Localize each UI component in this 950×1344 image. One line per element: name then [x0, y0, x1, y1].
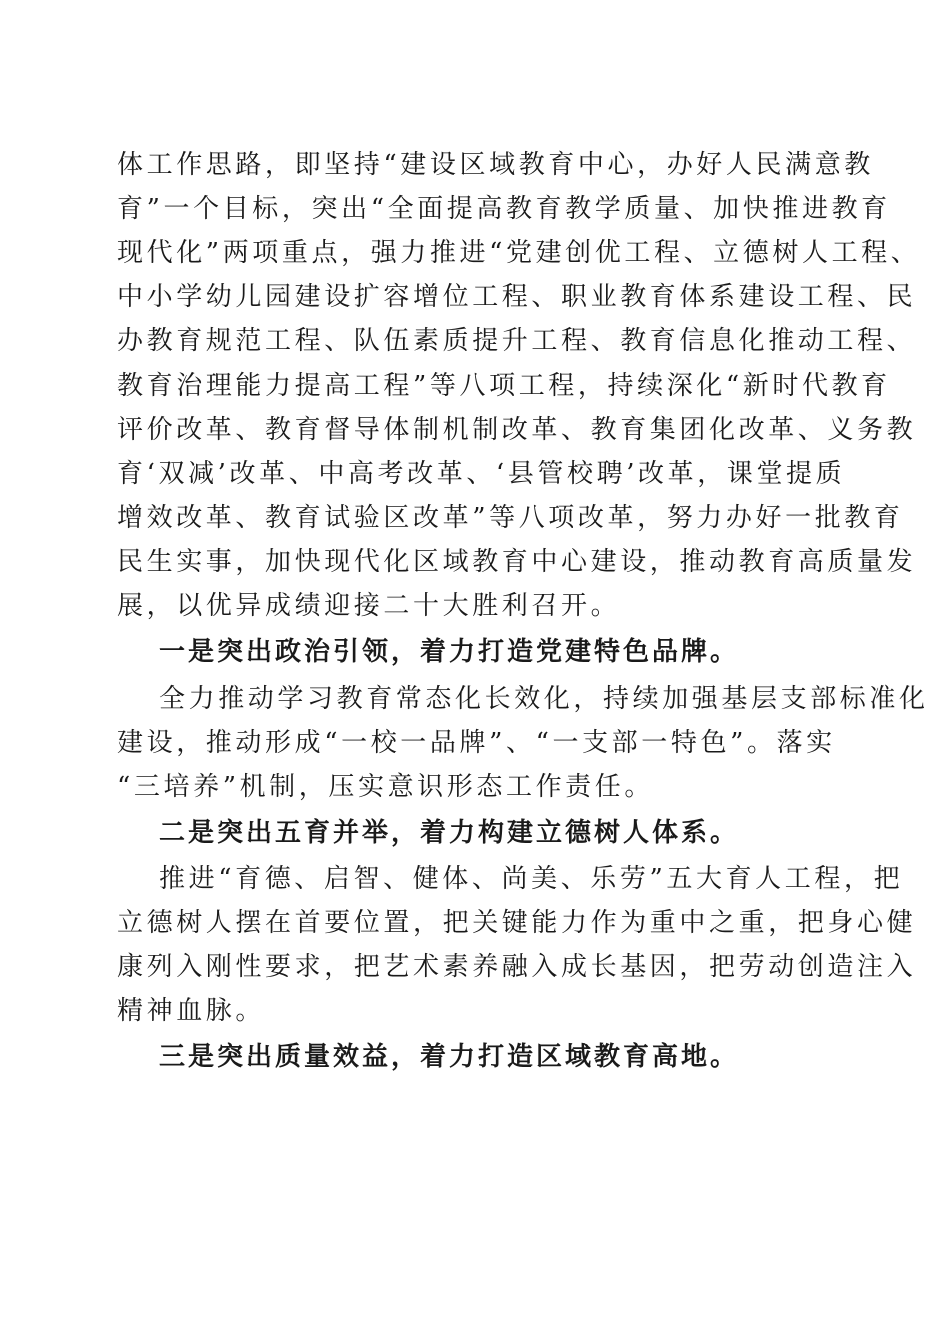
body-line: 办教育规范工程、队伍素质提升工程、教育信息化推动工程、: [117, 326, 917, 356]
body-line: 展，以优异成绩迎接二十大胜利召开。: [117, 591, 621, 621]
body-line: 育”一个目标，突出“全面提高教育教学质量、加快推进教育: [117, 194, 891, 224]
body-line: 育‘双减’改革、中高考改革、‘县管校聘’改革，课堂提质: [117, 459, 846, 489]
body-line: 推进“育德、启智、健体、尚美、乐劳”五大育人工程，把: [159, 864, 904, 894]
section-heading-2: 二是突出五育并举，着力构建立德树人体系。: [159, 818, 740, 848]
body-line: 精神血脉。: [117, 996, 266, 1026]
body-line: “三培养”机制，压实意识形态工作责任。: [117, 772, 654, 802]
body-line: 建设，推动形成“一校一品牌”、“一支部一特色”。落实: [117, 728, 836, 758]
body-line: 康列入刚性要求，把艺术素养融入成长基因，把劳动创造注入: [117, 952, 917, 982]
section-heading-3: 三是突出质量效益，着力打造区域教育高地。: [159, 1042, 740, 1072]
section-heading-1: 一是突出政治引领，着力打造党建特色品牌。: [159, 637, 740, 667]
body-line: 全力推动学习教育常态化长效化，持续加强基层支部标准化: [159, 684, 929, 714]
body-line: 现代化”两项重点，强力推进“党建创优工程、立德树人工程、: [117, 238, 921, 268]
body-line: 教育治理能力提高工程”等八项工程，持续深化“新时代教育: [117, 371, 891, 401]
body-line: 民生实事，加快现代化区域教育中心建设，推动教育高质量发: [117, 547, 917, 577]
body-line: 中小学幼儿园建设扩容增位工程、职业教育体系建设工程、民: [117, 282, 917, 312]
body-line: 评价改革、教育督导体制机制改革、教育集团化改革、义务教: [117, 415, 917, 445]
body-line: 立德树人摆在首要位置，把关键能力作为重中之重，把身心健: [117, 908, 917, 938]
body-line: 体工作思路，即坚持“建设区域教育中心，办好人民满意教: [117, 150, 874, 180]
body-line: 增效改革、教育试验区改革”等八项改革，努力办好一批教育: [117, 503, 904, 533]
